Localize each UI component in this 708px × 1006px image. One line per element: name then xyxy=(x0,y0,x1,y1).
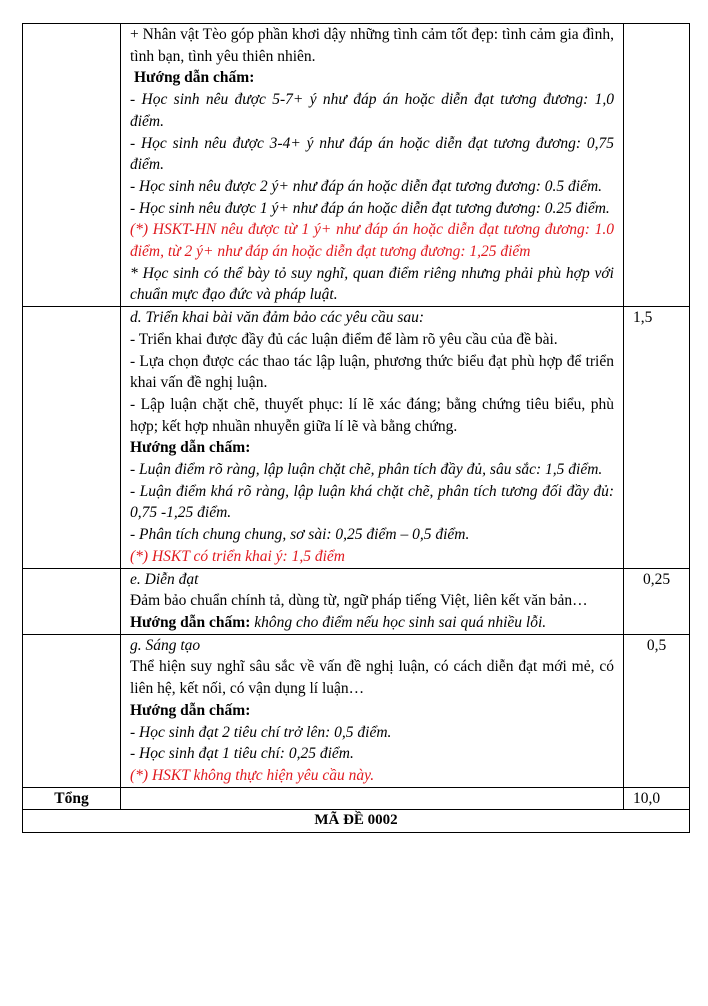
content-cell xyxy=(121,24,624,307)
total-row xyxy=(23,787,690,810)
body-text: + Nhân vật Tèo góp phần khơi dậy những tình cảm tốt đẹp: tình cảm gia đình, tình bạn, tình yêu thiên nhiên. xyxy=(130,26,614,65)
section-heading: d. Triển khai bài văn đảm bảo các yêu cầu sau: xyxy=(130,309,425,327)
section-heading: g. Sáng tạo xyxy=(130,636,201,654)
guide-title: Hướng dẫn chấm: xyxy=(130,613,251,631)
guide-item: - Học sinh nêu được 5-7+ ý như đáp án hoặc diễn đạt tương đương: 1,0 điểm. xyxy=(130,91,614,130)
guide-title: Hướng dẫn chấm: xyxy=(130,439,251,457)
body-text: - Lập luận chặt chẽ, thuyết phục: lí lẽ xác đáng; bằng chứng tiêu biểu, phù hợp; kết hợp nhuần nhuyễn giữa lí lẽ và bằng chứng. xyxy=(130,395,614,435)
content-cell xyxy=(121,634,624,787)
table-row xyxy=(23,568,690,634)
guide-item: - Học sinh đạt 2 tiêu chí trở lên: 0,5 điểm. xyxy=(130,723,392,741)
content-cell xyxy=(121,307,624,568)
guide-text: không cho điểm nếu học sinh sai quá nhiều lỗi. xyxy=(250,613,547,631)
guide-line xyxy=(130,612,614,634)
special-note: (*) HSKT không thực hiện yêu cầu này. xyxy=(130,766,375,784)
score-cell: 0,5 xyxy=(624,634,690,787)
body-text: - Lựa chọn được các thao tác lập luận, phương thức biểu đạt phù hợp để triển khai vấn đề nghị luận. xyxy=(130,352,614,392)
criteria-empty-cell xyxy=(23,634,121,787)
total-label: Tổng xyxy=(23,787,121,810)
guide-item: - Luận điểm khá rõ ràng, lập luận khá chặt chẽ, phân tích tương đối đầy đủ: 0,75 -1,25 điểm. xyxy=(130,482,614,522)
criteria-empty-cell xyxy=(23,307,121,568)
table-row xyxy=(23,307,690,568)
guide-item: - Học sinh nêu được 3-4+ ý như đáp án hoặc diễn đạt tương đương: 0,75 điểm. xyxy=(130,134,614,174)
guide-item: - Phân tích chung chung, sơ sài: 0,25 điểm – 0,5 điểm. xyxy=(130,526,470,544)
guide-title: Hướng dẫn chấm: xyxy=(134,69,255,87)
guide-title: Hướng dẫn chấm: xyxy=(130,701,251,719)
table-row xyxy=(23,634,690,787)
guide-item: - Học sinh nêu được 2 ý+ như đáp án hoặc diễn đạt tương đương: 0.5 điểm. xyxy=(130,177,603,195)
note-text: * Học sinh có thể bày tỏ suy nghĩ, quan điểm riêng nhưng phải phù hợp với chuẩn mực đạo đức và pháp luật. xyxy=(130,264,614,304)
body-text: - Triển khai được đầy đủ các luận điểm để làm rõ yêu cầu của đề bài. xyxy=(130,330,558,348)
table-row xyxy=(23,24,690,307)
exam-code-row xyxy=(23,810,690,833)
body-text: Đảm bảo chuẩn chính tả, dùng từ, ngữ pháp tiếng Việt, liên kết văn bản… xyxy=(130,592,588,610)
section-heading: e. Diễn đạt xyxy=(130,570,199,588)
special-note: (*) HSKT-HN nêu được từ 1 ý+ như đáp án hoặc diễn đạt tương đương: 1.0 điểm, từ 2 ý+ như đáp án hoặc diễn đạt tương đương: 1,25 điểm xyxy=(130,221,614,261)
special-note: (*) HSKT có triển khai ý: 1,5 điểm xyxy=(130,547,345,565)
content-cell xyxy=(121,568,624,634)
guide-item: - Học sinh đạt 1 tiêu chí: 0,25 điểm. xyxy=(130,745,354,763)
body-text: Thể hiện suy nghĩ sâu sắc về vấn đề nghị luận, có cách diễn đạt mới mẻ, có liên hệ, kết nối, có vận dụng lí luận… xyxy=(130,658,614,698)
score-cell xyxy=(624,24,690,307)
criteria-empty-cell xyxy=(23,24,121,307)
score-cell: 1,5 xyxy=(624,307,690,568)
guide-item: - Học sinh nêu được 1 ý+ như đáp án hoặc diễn đạt tương đương: 0.25 điểm. xyxy=(130,199,610,217)
score-cell: 0,25 xyxy=(624,568,690,634)
grading-table xyxy=(22,23,690,833)
total-empty-cell xyxy=(121,787,624,810)
total-score: 10,0 xyxy=(624,787,690,810)
criteria-empty-cell xyxy=(23,568,121,634)
exam-code: MÃ ĐỀ 0002 xyxy=(23,810,690,833)
guide-item: - Luận điểm rõ ràng, lập luận chặt chẽ, phân tích đầy đủ, sâu sắc: 1,5 điểm. xyxy=(130,461,603,479)
